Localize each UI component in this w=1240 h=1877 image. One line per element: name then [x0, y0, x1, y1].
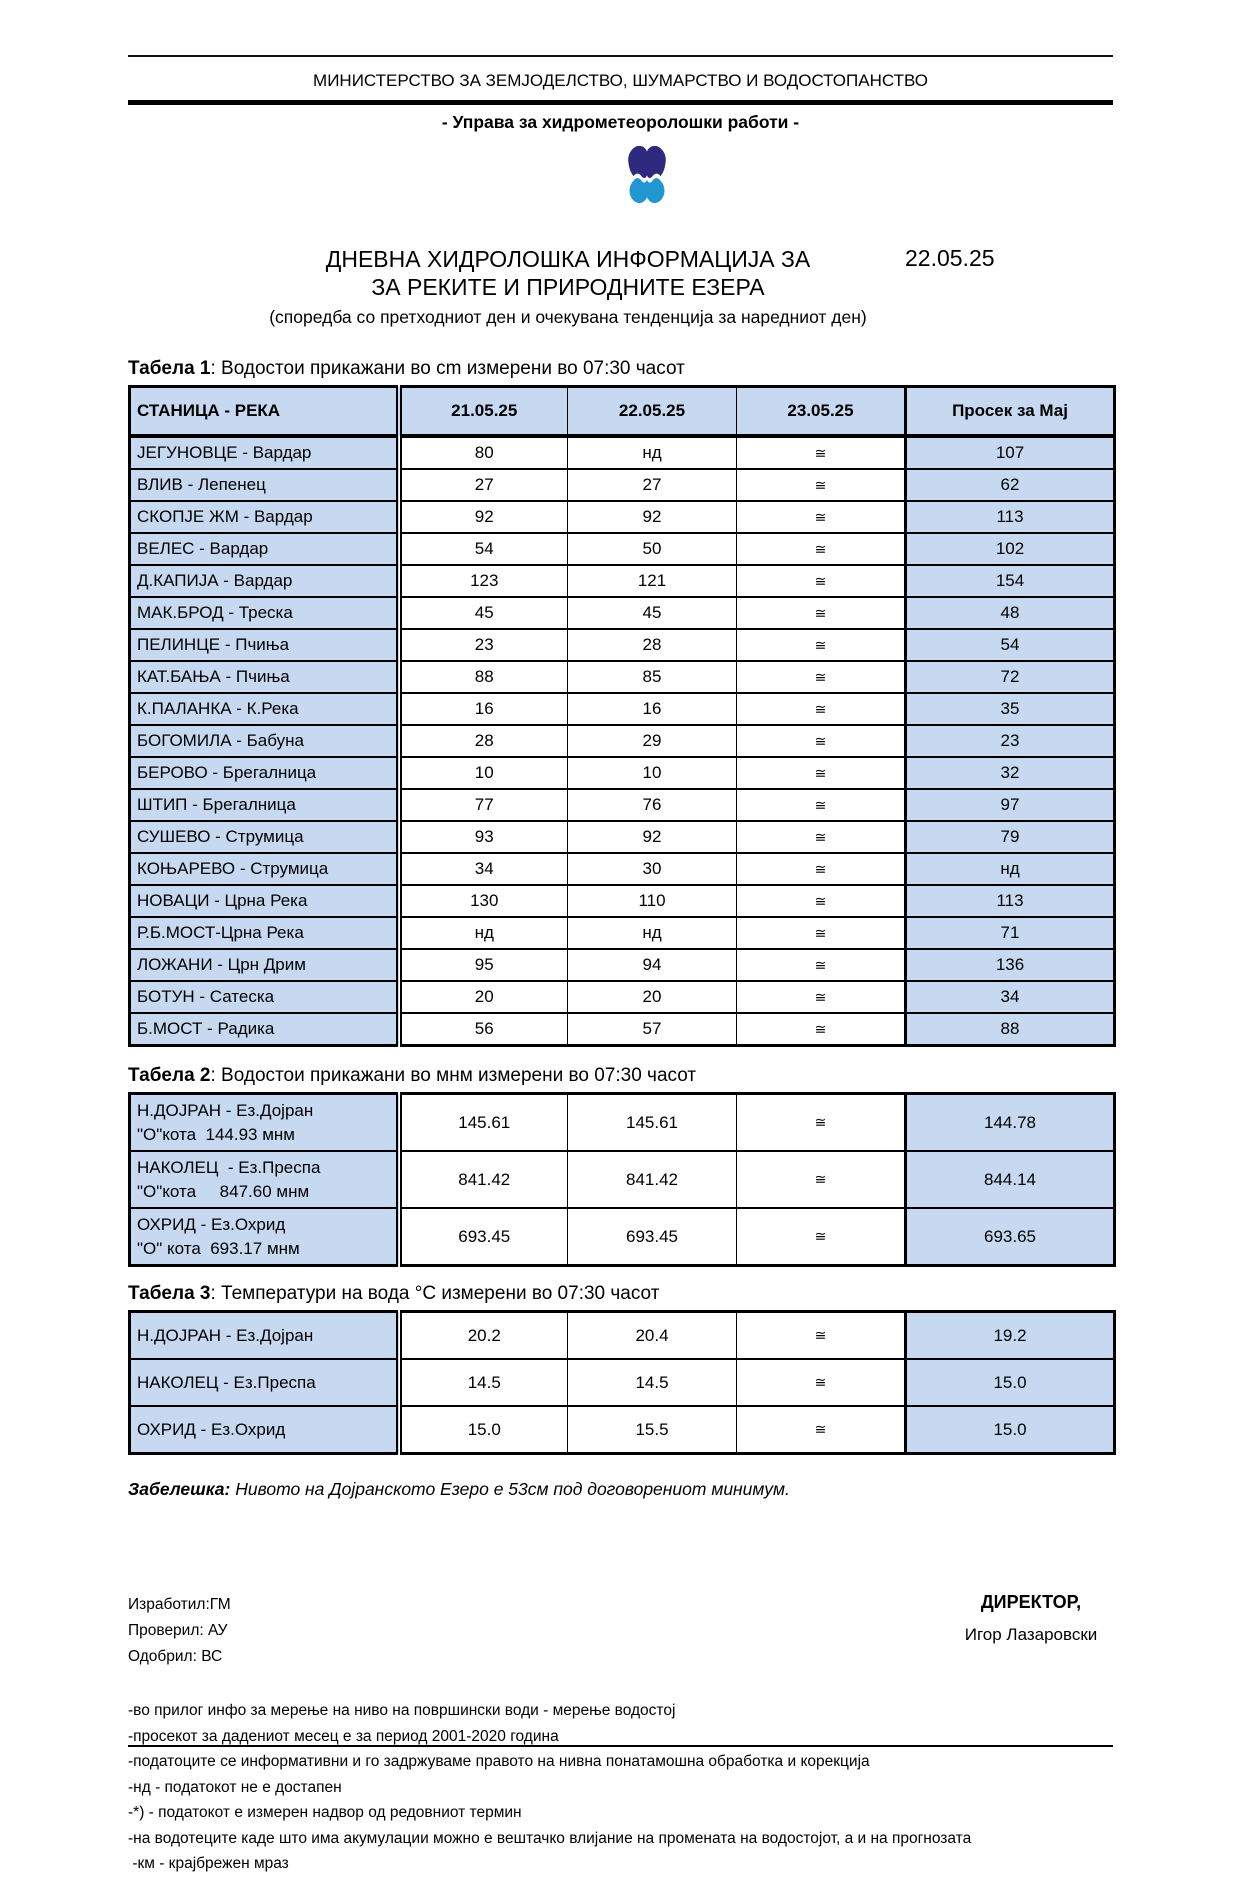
table-row	[130, 436, 1115, 469]
value-current-day: 29	[568, 725, 737, 757]
monthly-average-cell: 35	[906, 693, 1115, 725]
station-name: ВЕЛЕС - Вардар	[137, 539, 269, 558]
monthly-average-cell: 48	[906, 597, 1115, 629]
station-name: ВЛИВ - Лепенец	[137, 475, 266, 494]
value-current-day: 20	[568, 981, 737, 1013]
table3-caption-label: Табела 3	[128, 1283, 211, 1304]
signature-block	[128, 1592, 1113, 1670]
value-current-day: нд	[568, 917, 737, 949]
value-current-day: 92	[568, 821, 737, 853]
value-prev-day: 34	[399, 853, 568, 885]
table-row	[130, 789, 1115, 821]
station-elevation: "О"кота 144.93 мнм	[137, 1124, 295, 1144]
station-cell	[130, 533, 399, 565]
station-name: БЕРОВО - Брегалница	[137, 763, 317, 782]
tendency-cell: ≅	[737, 981, 906, 1013]
station-name: КАТ.БАЊА - Пчиња	[137, 667, 290, 686]
monthly-average-cell: нд	[906, 853, 1115, 885]
value-current-day: 76	[568, 789, 737, 821]
value-current-day: 94	[568, 949, 737, 981]
table1-caption-text: : Водостои прикажани во cm измерени во 07:30 часот	[210, 358, 685, 379]
tendency-cell: ≅	[737, 885, 906, 917]
monthly-average-cell: 79	[906, 821, 1115, 853]
table-row	[130, 629, 1115, 661]
monthly-average-cell: 72	[906, 661, 1115, 693]
station-cell	[130, 469, 399, 501]
footnote-line: -на водотеците каде што има акумулации можно е вештачко влијание на промената на водостојот, а и на прогнозата	[128, 1829, 972, 1847]
value-prev-day: 16	[399, 693, 568, 725]
tendency-cell: ≅	[737, 693, 906, 725]
table-row	[130, 917, 1115, 949]
station-name: ОХРИД - Ез.Охрид	[137, 1214, 286, 1234]
table1-caption-label: Табела 1	[128, 358, 211, 379]
station-elevation: "О"кота 847.60 мнм	[137, 1181, 310, 1201]
value-prev-day: 56	[399, 1013, 568, 1046]
station-name: Р.Б.МОСТ-Црна Река	[137, 923, 304, 942]
station-cell	[130, 501, 399, 533]
tendency-cell: ≅	[737, 725, 906, 757]
table2-caption-label: Табела 2	[128, 1065, 211, 1086]
monthly-average-cell: 71	[906, 917, 1115, 949]
monthly-average-cell: 54	[906, 629, 1115, 661]
station-name: К.ПАЛАНКА - К.Река	[137, 699, 299, 718]
table-row	[130, 1208, 1115, 1266]
tendency-cell: ≅	[737, 565, 906, 597]
monthly-average-cell: 15.0	[906, 1406, 1115, 1454]
column-header-average: Просек за Мај	[906, 387, 1115, 437]
remark-text: Нивото на Дојранското Езеро е 53см под договорениот минимум.	[230, 1479, 790, 1499]
station-name: Н.ДОЈРАН - Ез.Дојран	[137, 1100, 314, 1120]
monthly-average-cell: 113	[906, 885, 1115, 917]
table-row	[130, 853, 1115, 885]
station-name: Б.МОСТ - Радика	[137, 1019, 275, 1038]
tendency-cell: ≅	[737, 533, 906, 565]
waves-logo-icon	[619, 143, 675, 207]
value-current-day: 145.61	[568, 1094, 737, 1152]
station-name: ШТИП - Брегалница	[137, 795, 296, 814]
tendency-cell: ≅	[737, 436, 906, 469]
value-prev-day: 45	[399, 597, 568, 629]
value-current-day: 110	[568, 885, 737, 917]
table-row	[130, 757, 1115, 789]
station-name: БОТУН - Сатеска	[137, 987, 275, 1006]
checked-by: Проверил: АУ	[128, 1622, 228, 1639]
station-name: ОХРИД - Ез.Охрид	[137, 1419, 286, 1439]
remark-line	[128, 1479, 1113, 1500]
table-row	[130, 981, 1115, 1013]
tendency-cell: ≅	[737, 789, 906, 821]
station-cell	[130, 565, 399, 597]
logo-light-wave	[629, 178, 664, 203]
value-prev-day: 27	[399, 469, 568, 501]
station-cell	[130, 1094, 399, 1152]
monthly-average-cell: 97	[906, 789, 1115, 821]
report-title-line2: ЗА РЕКИТЕ И ПРИРОДНИТЕ ЕЗЕРА	[371, 274, 765, 300]
station-name: Д.КАПИЈА - Вардар	[137, 571, 293, 590]
department-title: - Управа за хидрометеоролошки работи -	[441, 112, 800, 132]
table-row	[130, 469, 1115, 501]
station-cell	[130, 436, 399, 469]
top-rule	[128, 55, 1113, 57]
value-prev-day: 20	[399, 981, 568, 1013]
monthly-average-cell: 62	[906, 469, 1115, 501]
director-name: Игор Лазаровски	[964, 1625, 1098, 1644]
monthly-average-cell: 144.78	[906, 1094, 1115, 1152]
footnote-line: -*) - податокот е измерен надвор од редовниот термин	[128, 1804, 522, 1821]
value-current-day: 14.5	[568, 1359, 737, 1406]
table-row	[130, 1151, 1115, 1208]
bottom-rule	[128, 1745, 1113, 1747]
station-cell	[130, 629, 399, 661]
table-row	[130, 661, 1115, 693]
column-header-date1: 21.05.25	[399, 387, 568, 437]
station-name: КОЊАРЕВО - Струмица	[137, 859, 329, 878]
value-prev-day: 693.45	[399, 1208, 568, 1266]
value-prev-day: 123	[399, 565, 568, 597]
monthly-average-cell: 136	[906, 949, 1115, 981]
report-title-line1: ДНЕВНА ХИДРОЛОШКА ИНФОРМАЦИЈА ЗА	[325, 246, 811, 272]
title-block	[128, 245, 1008, 301]
value-current-day: 693.45	[568, 1208, 737, 1266]
value-current-day: 841.42	[568, 1151, 737, 1208]
station-name: НАКОЛЕЦ - Ез.Преспа	[137, 1372, 316, 1392]
value-current-day: 10	[568, 757, 737, 789]
table1-caption	[128, 358, 1113, 380]
footnotes	[128, 1698, 1113, 1877]
column-header-date2: 22.05.25	[568, 387, 737, 437]
station-cell	[130, 661, 399, 693]
station-cell	[130, 981, 399, 1013]
tendency-cell: ≅	[737, 501, 906, 533]
tendency-cell: ≅	[737, 597, 906, 629]
value-current-day: 85	[568, 661, 737, 693]
station-name: ПЕЛИНЦЕ - Пчиња	[137, 635, 290, 654]
tendency-cell: ≅	[737, 949, 906, 981]
footnote-line: -просекот за дадениот месец е за период 2001-2020 година	[128, 1727, 559, 1745]
tendency-cell: ≅	[737, 1094, 906, 1152]
station-cell	[130, 853, 399, 885]
table-row	[130, 1312, 1115, 1360]
table-row	[130, 693, 1115, 725]
table-row	[130, 725, 1115, 757]
station-cell	[130, 693, 399, 725]
table-row	[130, 533, 1115, 565]
monthly-average-cell: 102	[906, 533, 1115, 565]
tendency-cell: ≅	[737, 661, 906, 693]
report-subtitle: (споредба со претходниот ден и очекувана тенденција за наредниот ден)	[269, 307, 867, 327]
station-name: НАКОЛЕЦ - Ез.Преспа	[137, 1157, 321, 1177]
value-current-day: 15.5	[568, 1406, 737, 1454]
column-header-date3: 23.05.25	[737, 387, 906, 437]
tendency-cell: ≅	[737, 853, 906, 885]
footnote-line: -во прилог инфо за мерење на ниво на површински води - мерење водостој	[128, 1702, 676, 1719]
value-prev-day: 88	[399, 661, 568, 693]
station-cell	[130, 725, 399, 757]
table-water-levels-cm	[128, 385, 1116, 1047]
table-row	[130, 501, 1115, 533]
station-cell	[130, 1406, 399, 1454]
column-header-station: СТАНИЦА - РЕКА	[130, 387, 399, 437]
value-prev-day: 23	[399, 629, 568, 661]
station-cell	[130, 1208, 399, 1266]
value-current-day: 121	[568, 565, 737, 597]
station-cell	[130, 757, 399, 789]
tendency-cell: ≅	[737, 821, 906, 853]
value-prev-day: 130	[399, 885, 568, 917]
value-current-day: 30	[568, 853, 737, 885]
station-cell	[130, 885, 399, 917]
header-divider	[128, 100, 1113, 105]
station-elevation: "О" кота 693.17 мнм	[137, 1238, 300, 1258]
tendency-cell: ≅	[737, 917, 906, 949]
tendency-cell: ≅	[737, 1312, 906, 1360]
station-cell	[130, 1151, 399, 1208]
monthly-average-cell: 19.2	[906, 1312, 1115, 1360]
station-name: ЈЕГУНОВЦЕ - Вардар	[137, 443, 312, 462]
table2-caption-text: : Водостои прикажани во мнм измерени во 07:30 часот	[210, 1065, 697, 1086]
station-cell	[130, 789, 399, 821]
station-name: Н.ДОЈРАН - Ез.Дојран	[137, 1325, 314, 1345]
station-name: СКОПЈЕ ЖМ - Вардар	[137, 507, 313, 526]
monthly-average-cell: 88	[906, 1013, 1115, 1046]
value-prev-day: нд	[399, 917, 568, 949]
footnote-line: -нд - податокот не е достапен	[128, 1778, 342, 1796]
table-row	[130, 1013, 1115, 1046]
value-current-day: 50	[568, 533, 737, 565]
station-name: МАК.БРОД - Треска	[137, 603, 293, 622]
ministry-title: МИНИСТЕРСТВО ЗА ЗЕМЈОДЕЛСТВО, ШУМАРСТВО И ВОДОСТОПАНСТВО	[313, 71, 928, 90]
footnote-line: -км - крајбрежен мраз	[128, 1855, 289, 1872]
monthly-average-cell: 154	[906, 565, 1115, 597]
tendency-cell: ≅	[737, 1359, 906, 1406]
table-lake-levels-masl	[128, 1092, 1116, 1267]
station-name: БОГОМИЛА - Бабуна	[137, 731, 304, 750]
value-prev-day: 93	[399, 821, 568, 853]
table-row	[130, 1406, 1115, 1454]
table-row	[130, 821, 1115, 853]
director-block	[941, 1592, 1121, 1645]
monthly-average-cell: 32	[906, 757, 1115, 789]
station-cell	[130, 949, 399, 981]
value-prev-day: 28	[399, 725, 568, 757]
station-name: НОВАЦИ - Црна Река	[137, 891, 308, 910]
value-prev-day: 15.0	[399, 1406, 568, 1454]
value-current-day: 20.4	[568, 1312, 737, 1360]
monthly-average-cell: 113	[906, 501, 1115, 533]
value-prev-day: 95	[399, 949, 568, 981]
director-title: ДИРЕКТОР,	[980, 1592, 1082, 1612]
value-prev-day: 54	[399, 533, 568, 565]
table-row	[130, 1359, 1115, 1406]
monthly-average-cell: 693.65	[906, 1208, 1115, 1266]
station-cell	[130, 597, 399, 629]
hydromet-logo	[128, 143, 1113, 211]
station-cell	[130, 1312, 399, 1360]
table-water-temperatures	[128, 1310, 1116, 1455]
station-name: СУШЕВО - Струмица	[137, 827, 304, 846]
value-current-day: 92	[568, 501, 737, 533]
table-row	[130, 949, 1115, 981]
document-page	[128, 0, 1113, 1877]
table-row	[130, 597, 1115, 629]
footnote-line: -податоците се информативни и го задржуваме правото на нивна понатамошна обработка и корекција	[128, 1753, 870, 1770]
station-cell	[130, 1013, 399, 1046]
value-current-day: 27	[568, 469, 737, 501]
station-cell	[130, 821, 399, 853]
station-name: ЛОЖАНИ - Црн Дрим	[137, 955, 306, 974]
value-current-day: 45	[568, 597, 737, 629]
tendency-cell: ≅	[737, 469, 906, 501]
table-row	[130, 885, 1115, 917]
table3-caption	[128, 1283, 1113, 1305]
monthly-average-cell: 107	[906, 436, 1115, 469]
tendency-cell: ≅	[737, 757, 906, 789]
tendency-cell: ≅	[737, 1208, 906, 1266]
table-header-row	[130, 387, 1115, 437]
value-current-day: 16	[568, 693, 737, 725]
station-cell	[130, 1359, 399, 1406]
remark-label: Забелешка:	[128, 1479, 231, 1499]
prepared-by: Изработил:ГМ	[128, 1596, 231, 1613]
table-row	[130, 565, 1115, 597]
tendency-cell: ≅	[737, 1013, 906, 1046]
station-cell	[130, 917, 399, 949]
value-prev-day: 92	[399, 501, 568, 533]
tendency-cell: ≅	[737, 629, 906, 661]
value-current-day: 57	[568, 1013, 737, 1046]
table2-caption	[128, 1065, 1113, 1087]
report-date: 22.05.25	[905, 245, 995, 271]
table-row	[130, 1094, 1115, 1152]
prepared-by-block	[128, 1592, 231, 1670]
monthly-average-cell: 23	[906, 725, 1115, 757]
table3-caption-text: : Температури на вода °C измерени во 07:30 часот	[210, 1283, 660, 1304]
value-prev-day: 20.2	[399, 1312, 568, 1360]
value-current-day: нд	[568, 436, 737, 469]
monthly-average-cell: 15.0	[906, 1359, 1115, 1406]
value-prev-day: 841.42	[399, 1151, 568, 1208]
approved-by: Одобрил: ВС	[128, 1648, 223, 1665]
monthly-average-cell: 34	[906, 981, 1115, 1013]
tendency-cell: ≅	[737, 1151, 906, 1208]
value-prev-day: 80	[399, 436, 568, 469]
monthly-average-cell: 844.14	[906, 1151, 1115, 1208]
value-prev-day: 10	[399, 757, 568, 789]
tendency-cell: ≅	[737, 1406, 906, 1454]
value-prev-day: 77	[399, 789, 568, 821]
value-prev-day: 145.61	[399, 1094, 568, 1152]
logo-dark-wave	[628, 146, 666, 178]
value-current-day: 28	[568, 629, 737, 661]
value-prev-day: 14.5	[399, 1359, 568, 1406]
